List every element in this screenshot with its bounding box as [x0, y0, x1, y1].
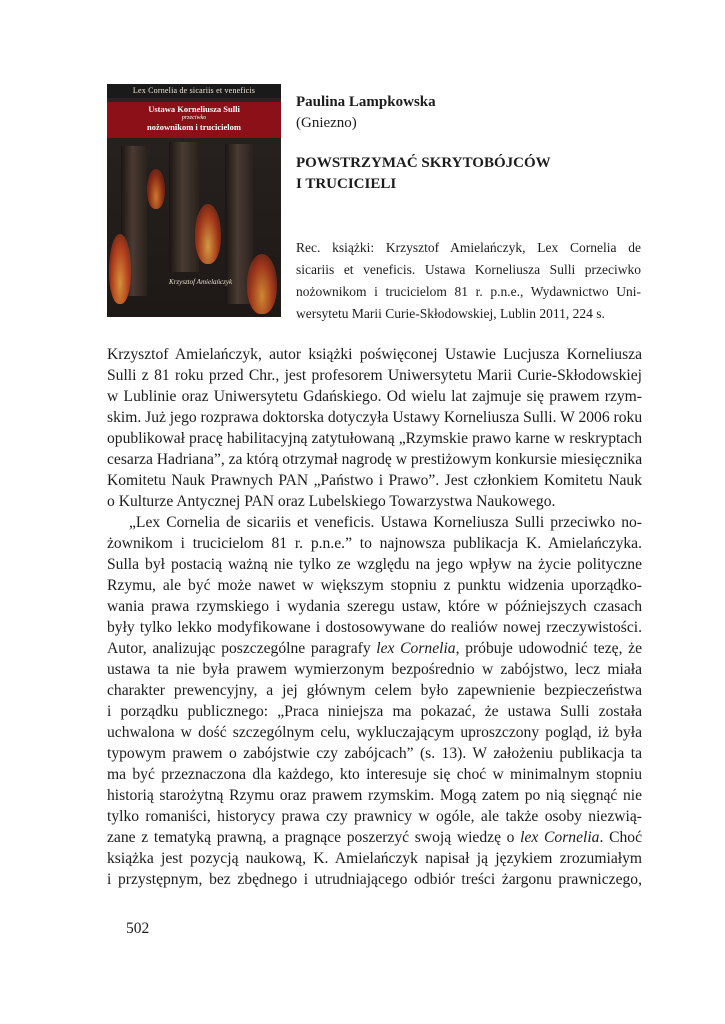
body-line: w Lublinie oraz Uniwersytetu Gdańskiego. Od wielu lat zajmuje się prawem rzym- [107, 388, 642, 405]
cover-flame [109, 234, 131, 304]
body-text: zane z tematyką prawną, a pragnące poszerzyć swoją wiedzę o [107, 829, 521, 846]
body-line: były tylko lekko modyfikowane i dostosowywane do realiów nowej rzeczywistości. [107, 619, 642, 636]
cover-flame [195, 204, 221, 264]
cover-author: Krzysztof Amielańczyk [169, 278, 233, 286]
body-line: o Kulturze Antycznej PAN oraz Lubelskiego Towarzystwa Naukowego. [107, 493, 556, 510]
body-line [107, 828, 642, 848]
body-line: skim. Już jego rozprawa doktorska dotyczyła Ustawy Korneliusza Sulli. W 2006 roku [107, 409, 643, 426]
body-line: tylko romaniści, historycy prawa czy prawnicy w ogóle, ale także osoby niezwią- [107, 808, 642, 825]
review-reference-line: nożownikom i trucicielom 81 r. p.n.e., Wydawnictwo Uni- [296, 284, 641, 299]
body-line: „Lex Cornelia de sicariis et veneficis. Ustawa Korneliusza Sulli przeciwko no- [129, 514, 642, 531]
body-line: Sulla był postacią ważną nie tylko ze względu na jego wpływ na życie polityczne [107, 556, 642, 573]
review-title-line-2: I TRUCICIELI [296, 176, 397, 192]
body-line: historią starożytną Rzymu oraz prawem rzymskim. Mogą zatem po nią sięgnąć nie [107, 787, 642, 804]
body-line: i przystępnym, bez zbędnego i utrudniającego odbiór treści żargonu prawniczego, [107, 871, 642, 888]
body-line: typowym prawem o zabójstwie czy zabójcach” (s. 13). W założeniu publikacja ta [107, 745, 642, 762]
body-italic-term: lex Cornelia [376, 640, 456, 657]
cover-title-line-3: nożownikom i trucicielom [147, 122, 241, 132]
body-line: książka jest pozycją naukową, K. Amielańczyk napisał ją językiem zrozumiałym [107, 850, 642, 867]
page-number: 502 [126, 920, 150, 937]
cover-title-line-1: Ustawa Korneliusza Sulli [148, 104, 240, 114]
body-line: Rzymu, ale być może nawet w większym stopniu z punktu widzenia uporządko- [107, 577, 642, 594]
body-text: . Choć [599, 829, 642, 846]
cover-title-band [107, 102, 281, 138]
review-title-line-1: POWSTRZYMAĆ SKRYTOBÓJCÓW [296, 155, 551, 171]
cover-flame [247, 254, 277, 314]
body-italic-term: lex Cornelia [520, 829, 600, 846]
review-author-affiliation: (Gniezno) [296, 115, 357, 131]
body-line: Krzysztof Amielańczyk, autor książki poświęconej Ustawie Lucjusza Korneliusza [107, 346, 642, 363]
review-reference-line: wersytetu Marii Curie-Skłodowskiej, Lublin 2011, 224 s. [296, 306, 605, 321]
body-line: charakter prewencyjny, a jej głównym celem było zapewnienie bezpieczeństwa [107, 682, 642, 699]
cover-title-line-2: przeciwko [181, 115, 207, 121]
body-line: cesarza Hadriana”, za którą otrzymał nagrodę w prestiżowym konkursie miesięcznika [107, 451, 643, 468]
body-line: i porządku publicznego: „Praca niniejsza ma pokazać, że ustawa Sulli została [107, 703, 642, 720]
body-line: ustawa ta nie była prawem wymierzonym bezpośrednio w zabójstwo, lecz miała [107, 661, 642, 678]
body-text: Autor, analizując poszczególne paragrafy [107, 640, 377, 657]
body-line: uchwalona w dość szczególnym celu, wykluczającym uproszczony pogląd, iż była [107, 724, 642, 741]
cover-series-title: Lex Cornelia de sicariis et veneficis [107, 84, 281, 98]
body-line [107, 639, 642, 659]
body-line: ma być przeznaczona dla każdego, kto interesuje się choć w minimalnym stopniu [107, 766, 642, 783]
book-cover-image [107, 84, 281, 317]
review-author: Paulina Lampkowska [296, 94, 436, 110]
review-reference-line: Rec. książki: Krzysztof Amielańczyk, Lex Cornelia de [296, 240, 641, 255]
body-line: Sulli z 81 roku przed Chr., jest profesorem Uniwersytetu Marii Curie-Skłodowskiej [107, 367, 642, 384]
body-text: , próbuje udowodnić tezę, że [455, 640, 642, 657]
cover-column [169, 142, 199, 272]
body-line: Komitetu Nauk Prawnych PAN „Państwo i Prawo”. Jest członkiem Komitetu Nauk [107, 472, 642, 489]
body-line: wania prawa rzymskiego i wydania szeregu ustaw, które w późniejszych czasach [107, 598, 642, 615]
cover-flame [147, 169, 165, 209]
review-reference-line: sicariis et veneficis. Ustawa Korneliusza Sulli przeciwko [296, 262, 641, 277]
body-line: żownikom i trucicielom 81 r. p.n.e.” to najnowsza publikacja K. Amielańczyka. [107, 535, 642, 552]
body-line: opublikował pracę habilitacyjną zatytułowaną „Rzymskie prawo karne w reskryptach [107, 430, 642, 447]
